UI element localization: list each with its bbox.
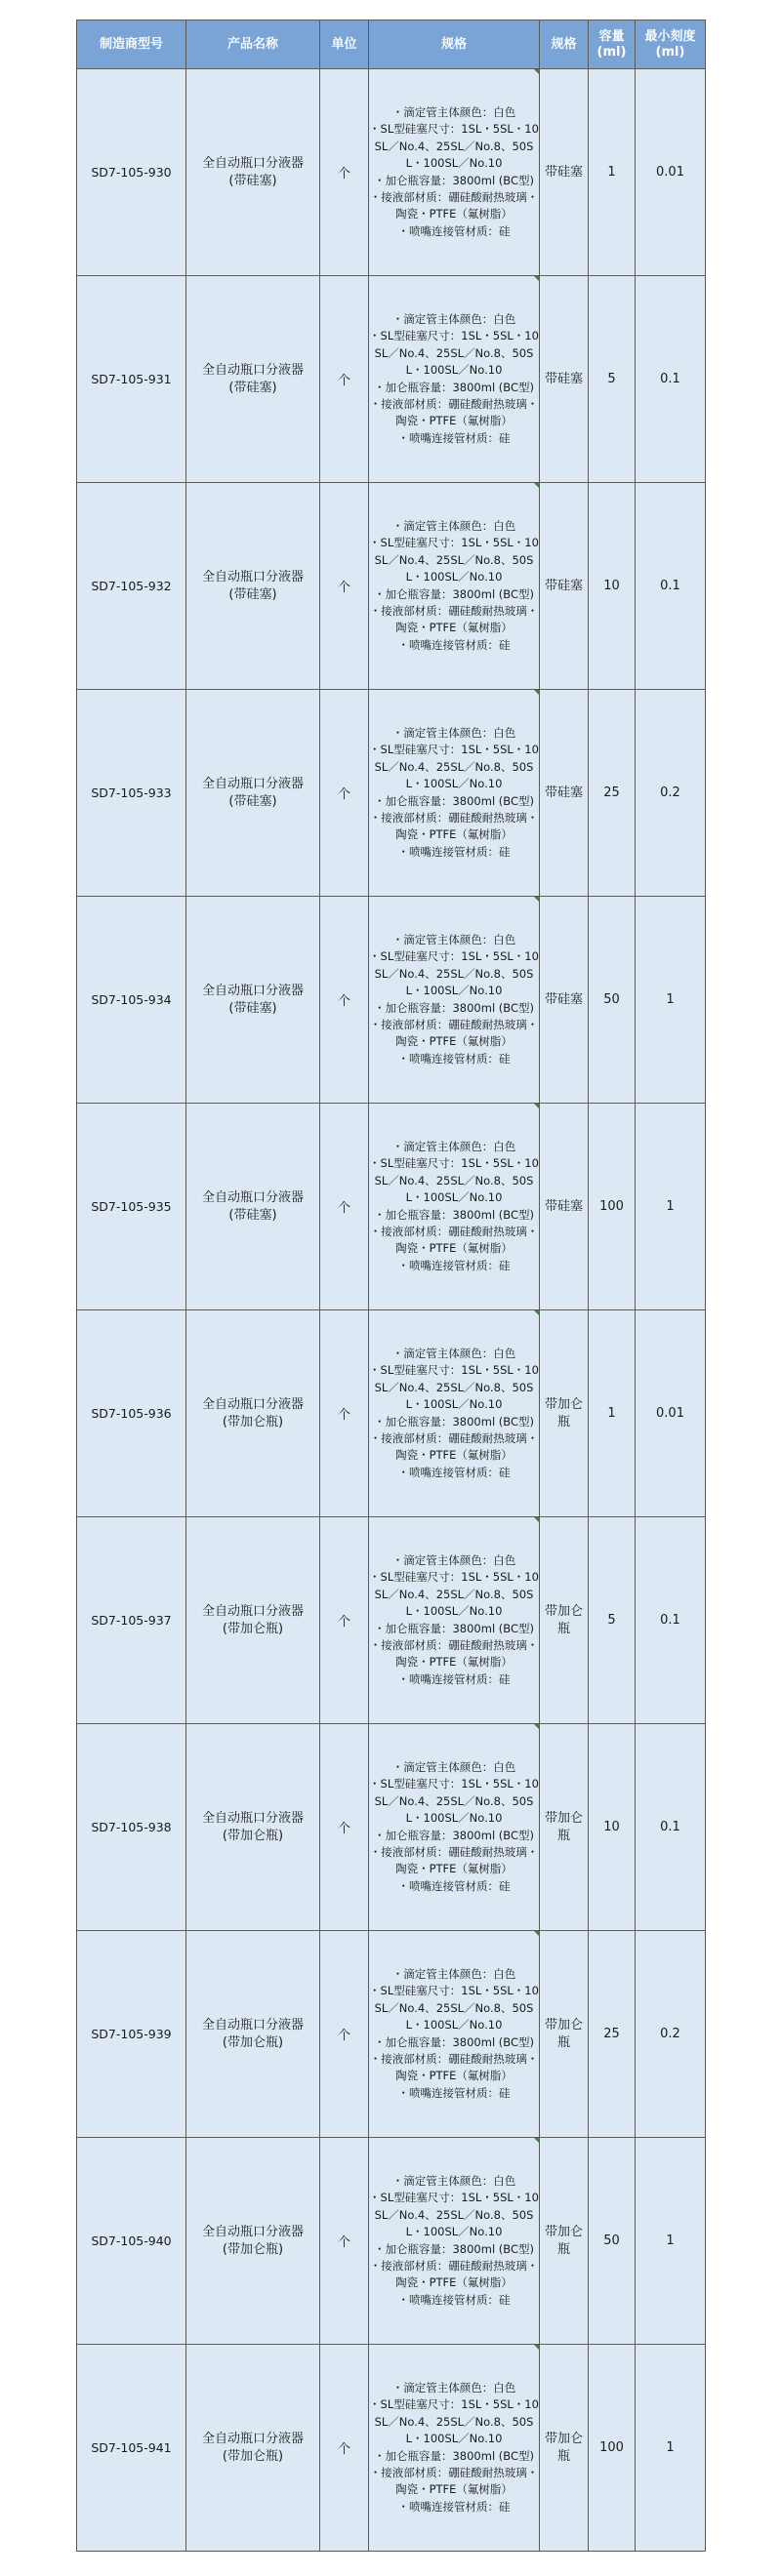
model-code-cell: SD7-105-930 (77, 69, 186, 276)
spec-cell (369, 1517, 540, 1724)
product-name-cell: 全自动瓶口分液器 (带加仑瓶) (186, 1931, 320, 2138)
type-cell: 带硅塞 (540, 483, 589, 690)
spec-cell (369, 276, 540, 483)
table-row (77, 1104, 706, 1310)
capacity-cell: 5 (589, 276, 636, 483)
model-code-cell: SD7-105-939 (77, 1931, 186, 2138)
header-row (77, 20, 706, 69)
model-code-cell: SD7-105-938 (77, 1724, 186, 1931)
table-body (77, 69, 706, 2552)
model-code-cell: SD7-105-933 (77, 690, 186, 897)
spec-text: ・滴定管主体颜色：白色 ・SL型硅塞尺寸：1SL・5SL・10SL／No.4、25SL／No.8、50SL・100SL／No.10 ・加仑瓶容量：3800ml (BC型) ・接液部材质：硼硅酸耐热玻璃・陶瓷・PTFE（氟树脂） ・喷嘴连接管材质：硅 (369, 518, 539, 652)
product-name-cell: 全自动瓶口分液器 (带硅塞) (186, 897, 320, 1104)
product-name-cell: 全自动瓶口分液器 (带加仑瓶) (186, 1310, 320, 1517)
product-name-cell: 全自动瓶口分液器 (带加仑瓶) (186, 2138, 320, 2345)
table-row (77, 2345, 706, 2552)
type-cell: 带硅塞 (540, 690, 589, 897)
model-code-cell: SD7-105-932 (77, 483, 186, 690)
type-cell: 带加仑瓶 (540, 2345, 589, 2552)
col-header-capacity: 容量 (ml) (589, 20, 636, 69)
unit-cell: 个 (320, 1104, 369, 1310)
unit-cell: 个 (320, 69, 369, 276)
table-row (77, 1931, 706, 2138)
spec-cell (369, 690, 540, 897)
spec-text: ・滴定管主体颜色：白色 ・SL型硅塞尺寸：1SL・5SL・10SL／No.4、25SL／No.8、50SL・100SL／No.10 ・加仑瓶容量：3800ml (BC型) ・接液部材质：硼硅酸耐热玻璃・陶瓷・PTFE（氟树脂） ・喷嘴连接管材质：硅 (369, 311, 539, 445)
col-header-name: 产品名称 (186, 20, 320, 69)
spec-text: ・滴定管主体颜色：白色 ・SL型硅塞尺寸：1SL・5SL・10SL／No.4、25SL／No.8、50SL・100SL／No.10 ・加仑瓶容量：3800ml (BC型) ・接液部材质：硼硅酸耐热玻璃・陶瓷・PTFE（氟树脂） ・喷嘴连接管材质：硅 (369, 932, 539, 1066)
spec-cell (369, 2345, 540, 2552)
model-code-cell: SD7-105-937 (77, 1517, 186, 1724)
product-name-cell: 全自动瓶口分液器 (带加仑瓶) (186, 1724, 320, 1931)
spec-text: ・滴定管主体颜色：白色 ・SL型硅塞尺寸：1SL・5SL・10SL／No.4、25SL／No.8、50SL・100SL／No.10 ・加仑瓶容量：3800ml (BC型) ・接液部材质：硼硅酸耐热玻璃・陶瓷・PTFE（氟树脂） ・喷嘴连接管材质：硅 (369, 725, 539, 859)
model-code-cell: SD7-105-935 (77, 1104, 186, 1310)
min-scale-cell: 1 (636, 897, 706, 1104)
comment-marker-icon (534, 276, 539, 281)
product-name-cell: 全自动瓶口分液器 (带硅塞) (186, 690, 320, 897)
table-row (77, 1517, 706, 1724)
type-cell: 带加仑瓶 (540, 1517, 589, 1724)
spec-text: ・滴定管主体颜色：白色 ・SL型硅塞尺寸：1SL・5SL・10SL／No.4、25SL／No.8、50SL・100SL／No.10 ・加仑瓶容量：3800ml (BC型) ・接液部材质：硼硅酸耐热玻璃・陶瓷・PTFE（氟树脂） ・喷嘴连接管材质：硅 (369, 1552, 539, 1686)
unit-cell: 个 (320, 1724, 369, 1931)
capacity-cell: 1 (589, 1310, 636, 1517)
col-header-spec: 规格 (369, 20, 540, 69)
comment-marker-icon (534, 1310, 539, 1315)
unit-cell: 个 (320, 897, 369, 1104)
spec-cell (369, 897, 540, 1104)
min-scale-cell: 0.1 (636, 276, 706, 483)
comment-marker-icon (534, 1724, 539, 1729)
product-name-cell: 全自动瓶口分液器 (带加仑瓶) (186, 1517, 320, 1724)
type-cell: 带加仑瓶 (540, 2138, 589, 2345)
spec-cell (369, 2138, 540, 2345)
unit-cell: 个 (320, 1310, 369, 1517)
capacity-cell: 25 (589, 690, 636, 897)
table-row (77, 483, 706, 690)
unit-cell: 个 (320, 2345, 369, 2552)
unit-cell: 个 (320, 483, 369, 690)
capacity-cell: 50 (589, 897, 636, 1104)
table-row (77, 897, 706, 1104)
model-code-cell: SD7-105-931 (77, 276, 186, 483)
spec-cell (369, 1104, 540, 1310)
capacity-cell: 100 (589, 2345, 636, 2552)
table-row (77, 1310, 706, 1517)
spec-cell (369, 1931, 540, 2138)
spec-text: ・滴定管主体颜色：白色 ・SL型硅塞尺寸：1SL・5SL・10SL／No.4、25SL／No.8、50SL・100SL／No.10 ・加仑瓶容量：3800ml (BC型) ・接液部材质：硼硅酸耐热玻璃・陶瓷・PTFE（氟树脂） ・喷嘴连接管材质：硅 (369, 2380, 539, 2514)
type-cell: 带硅塞 (540, 897, 589, 1104)
comment-marker-icon (534, 1104, 539, 1108)
spec-cell (369, 1724, 540, 1931)
model-code-cell: SD7-105-934 (77, 897, 186, 1104)
capacity-cell: 100 (589, 1104, 636, 1310)
product-name-cell: 全自动瓶口分液器 (带硅塞) (186, 69, 320, 276)
comment-marker-icon (534, 690, 539, 695)
type-cell: 带硅塞 (540, 1104, 589, 1310)
comment-marker-icon (534, 2345, 539, 2350)
table-row (77, 1724, 706, 1931)
type-cell: 带硅塞 (540, 69, 589, 276)
comment-marker-icon (534, 1517, 539, 1522)
spec-text: ・滴定管主体颜色：白色 ・SL型硅塞尺寸：1SL・5SL・10SL／No.4、25SL／No.8、50SL・100SL／No.10 ・加仑瓶容量：3800ml (BC型) ・接液部材质：硼硅酸耐热玻璃・陶瓷・PTFE（氟树脂） ・喷嘴连接管材质：硅 (369, 1346, 539, 1479)
product-name-cell: 全自动瓶口分液器 (带硅塞) (186, 276, 320, 483)
unit-cell: 个 (320, 276, 369, 483)
spec-text: ・滴定管主体颜色：白色 ・SL型硅塞尺寸：1SL・5SL・10SL／No.4、25SL／No.8、50SL・100SL／No.10 ・加仑瓶容量：3800ml (BC型) ・接液部材质：硼硅酸耐热玻璃・陶瓷・PTFE（氟树脂） ・喷嘴连接管材质：硅 (369, 104, 539, 238)
spec-text: ・滴定管主体颜色：白色 ・SL型硅塞尺寸：1SL・5SL・10SL／No.4、25SL／No.8、50SL・100SL／No.10 ・加仑瓶容量：3800ml (BC型) ・接液部材质：硼硅酸耐热玻璃・陶瓷・PTFE（氟树脂） ・喷嘴连接管材质：硅 (369, 2173, 539, 2307)
min-scale-cell: 0.1 (636, 483, 706, 690)
unit-cell: 个 (320, 690, 369, 897)
col-header-type: 规格 (540, 20, 589, 69)
capacity-cell: 50 (589, 2138, 636, 2345)
min-scale-cell: 0.1 (636, 1724, 706, 1931)
spec-text: ・滴定管主体颜色：白色 ・SL型硅塞尺寸：1SL・5SL・10SL／No.4、25SL／No.8、50SL・100SL／No.10 ・加仑瓶容量：3800ml (BC型) ・接液部材质：硼硅酸耐热玻璃・陶瓷・PTFE（氟树脂） ・喷嘴连接管材质：硅 (369, 1139, 539, 1272)
col-header-min-scale: 最小刻度 (ml) (636, 20, 706, 69)
model-code-cell: SD7-105-941 (77, 2345, 186, 2552)
product-name-cell: 全自动瓶口分液器 (带硅塞) (186, 483, 320, 690)
comment-marker-icon (534, 897, 539, 902)
spec-cell (369, 69, 540, 276)
capacity-cell: 5 (589, 1517, 636, 1724)
product-spec-table (76, 20, 706, 2552)
capacity-cell: 25 (589, 1931, 636, 2138)
capacity-cell: 10 (589, 1724, 636, 1931)
min-scale-cell: 0.2 (636, 690, 706, 897)
min-scale-cell: 1 (636, 2138, 706, 2345)
comment-marker-icon (534, 2138, 539, 2143)
col-header-unit: 单位 (320, 20, 369, 69)
comment-marker-icon (534, 69, 539, 74)
unit-cell: 个 (320, 2138, 369, 2345)
capacity-cell: 1 (589, 69, 636, 276)
table-row (77, 276, 706, 483)
spec-cell (369, 1310, 540, 1517)
capacity-cell: 10 (589, 483, 636, 690)
comment-marker-icon (534, 1931, 539, 1936)
type-cell: 带硅塞 (540, 276, 589, 483)
spec-cell (369, 483, 540, 690)
type-cell: 带加仑瓶 (540, 1724, 589, 1931)
spec-text: ・滴定管主体颜色：白色 ・SL型硅塞尺寸：1SL・5SL・10SL／No.4、25SL／No.8、50SL・100SL／No.10 ・加仑瓶容量：3800ml (BC型) ・接液部材质：硼硅酸耐热玻璃・陶瓷・PTFE（氟树脂） ・喷嘴连接管材质：硅 (369, 1759, 539, 1893)
min-scale-cell: 0.01 (636, 1310, 706, 1517)
type-cell: 带加仑瓶 (540, 1931, 589, 2138)
col-header-code: 制造商型号 (77, 20, 186, 69)
min-scale-cell: 0.2 (636, 1931, 706, 2138)
type-cell: 带加仑瓶 (540, 1310, 589, 1517)
model-code-cell: SD7-105-936 (77, 1310, 186, 1517)
min-scale-cell: 1 (636, 1104, 706, 1310)
spec-text: ・滴定管主体颜色：白色 ・SL型硅塞尺寸：1SL・5SL・10SL／No.4、25SL／No.8、50SL・100SL／No.10 ・加仑瓶容量：3800ml (BC型) ・接液部材质：硼硅酸耐热玻璃・陶瓷・PTFE（氟树脂） ・喷嘴连接管材质：硅 (369, 1966, 539, 2100)
min-scale-cell: 0.01 (636, 69, 706, 276)
product-name-cell: 全自动瓶口分液器 (带硅塞) (186, 1104, 320, 1310)
table-row (77, 2138, 706, 2345)
table-row (77, 69, 706, 276)
table-row (77, 690, 706, 897)
min-scale-cell: 1 (636, 2345, 706, 2552)
unit-cell: 个 (320, 1931, 369, 2138)
product-name-cell: 全自动瓶口分液器 (带加仑瓶) (186, 2345, 320, 2552)
unit-cell: 个 (320, 1517, 369, 1724)
comment-marker-icon (534, 483, 539, 488)
model-code-cell: SD7-105-940 (77, 2138, 186, 2345)
min-scale-cell: 0.1 (636, 1517, 706, 1724)
